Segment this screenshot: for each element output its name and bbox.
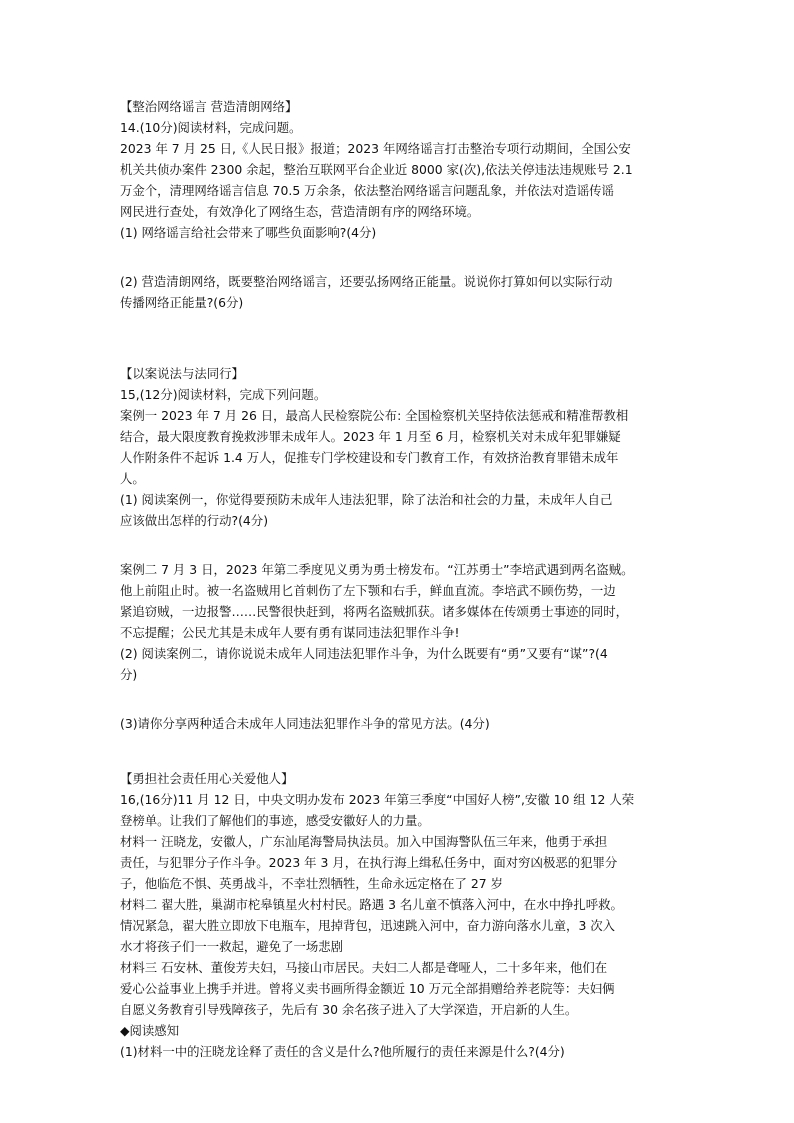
case2-line: 紧追窃贼，一边报警……民警很快赶到，将两名盗贼抓获。诸多媒体在传颂勇士事迹的同时， xyxy=(120,604,629,619)
question-15-2-line: 分) xyxy=(120,667,138,682)
material-line: 机关共侦办案件 2300 余起，整治互联网平台企业近 8000 家(次),依法关停违法违规账号 2.1 xyxy=(120,162,633,177)
material1-line: 子，他临危不惧、英勇战斗，不幸壮烈牺牲，生命永远定格在了 27 岁 xyxy=(120,876,503,891)
reading-perception-header: ◆阅读感知 xyxy=(120,1023,180,1038)
question-14-1: (1) 网络谣言给社会带来了哪些负面影响?(4分) xyxy=(120,225,377,240)
question-16-title-line: 登榜单。让我们了解他们的事迹，感受安徽好人的力量。 xyxy=(120,813,430,828)
case1-line: 人。 xyxy=(120,471,145,486)
question-15-2-line: (2) 阅读案例二，请你说说未成年人同违法犯罪作斗争，为什么既要有“勇”又要有“谋”?(4 xyxy=(120,646,608,661)
answer-space xyxy=(120,531,680,559)
material1-line: 责任，与犯罪分子作斗争。2023 年 3 月，在执行海上缉私任务中，面对穷凶极恶的犯罪分 xyxy=(120,855,618,870)
answer-space xyxy=(120,243,680,271)
question-16-title-line: 16,(16分)11 月 12 日，中央文明办发布 2023 年第三季度“中国好人榜”,安徽 10 组 12 人荣 xyxy=(120,792,635,807)
material-line: 网民进行查处，有效净化了网络生态，营造清朗有序的网络环境。 xyxy=(120,204,480,219)
material-line: 2023 年 7 月 25 日,《人民日报》报道；2023 年网络谣言打击整治专项行动期间，全国公安 xyxy=(120,141,631,156)
answer-space xyxy=(120,734,680,768)
case2-line: 案例二 7 月 3 日，2023 年第二季度见义勇为勇士榜发布。“江苏勇士”李培武遇到两名盗贼。 xyxy=(120,562,634,577)
document-content xyxy=(120,96,680,1062)
question-15-3: (3)请你分享两种适合未成年人同违法犯罪作斗争的常见方法。(4分) xyxy=(120,716,490,731)
case1-line: 人作附条件不起诉 1.4 万人，促推专门学校建设和专门教育工作，有效挤治教育罪错未成年 xyxy=(120,450,619,465)
question-14-2-line: 传播网络正能量?(6分) xyxy=(120,295,244,310)
answer-space xyxy=(120,685,680,713)
section-heading-law: 【以案说法与法同行】 xyxy=(120,366,244,381)
material3-line: 材料三 石安林、董俊芳夫妇，马接山市居民。夫妇二人都是聋哑人，二十多年来，他们在 xyxy=(120,960,608,975)
material3-line: 爱心公益事业上携手并进。曾将义卖书画所得金额近 10 万元全部捐赠给养老院等：夫妇俩 xyxy=(120,981,615,996)
case1-line: 案例一 2023 年 7 月 26 日，最高人民检察院公布: 全国检察机关坚持依法惩戒和精准帮教相 xyxy=(120,408,629,423)
section-heading-network: 【整治网络谣言 营造清朗网络】 xyxy=(120,99,298,114)
question-15-1-line: 应该做出怎样的行动?(4分) xyxy=(120,513,269,528)
material1-line: 材料一 汪晓龙，安徽人，广东汕尾海警局执法员。加入中国海警队伍三年来，他勇于承担 xyxy=(120,834,608,849)
answer-space xyxy=(120,313,680,363)
material2-line: 水才将孩子们一一救起，避免了一场悲剧 xyxy=(120,939,344,954)
material-line: 万金个，清理网络谣言信息 70.5 万余条，依法整治网络谣言问题乱象，并依法对造谣传谣 xyxy=(120,183,614,198)
question-15-1-line: (1) 阅读案例一，你觉得要预防未成年人违法犯罪，除了法治和社会的力量，未成年人自己 xyxy=(120,492,613,507)
section-heading-responsibility: 【勇担社会责任用心关爱他人】 xyxy=(120,771,294,786)
question-14-2-line: (2) 营造清朗网络，既要整治网络谣言，还要弘扬网络正能量。说说你打算如何以实际行动 xyxy=(120,274,613,289)
question-15-title: 15,(12分)阅读材料，完成下列问题。 xyxy=(120,387,327,402)
question-14-title: 14.(10分)阅读材料，完成问题。 xyxy=(120,120,302,135)
case1-line: 结合，最大限度教育挽救涉罪未成年人。2023 年 1 月至 6 月，检察机关对未成年犯罪嫌疑 xyxy=(120,429,621,444)
question-16-1: (1)材料一中的汪晓龙诠释了责任的含义是什么?他所履行的责任来源是什么?(4分) xyxy=(120,1044,565,1059)
material3-line: 自愿义务教育引导残障孩子，先后有 30 余名孩子进入了大学深造，开启新的人生。 xyxy=(120,1002,578,1017)
case2-line: 他上前阻止时。被一名盗贼用匕首刺伤了左下颚和右手，鲜血直流。李培武不顾伤势，一边 xyxy=(120,583,616,598)
material2-line: 材料二 翟大胜，巢湖市柁皋镇星火村村民。路遇 3 名儿童不慎落入河中，在水中挣扎呼救。 xyxy=(120,897,623,912)
material2-line: 情况紧急，翟大胜立即放下电瓶车，甩掉背包，迅速跳入河中，奋力游向落水儿童，3 次入 xyxy=(120,918,616,933)
case2-line: 不忘提醒；公民尤其是未成年人要有勇有谋同违法犯罪作斗争! xyxy=(120,625,460,640)
